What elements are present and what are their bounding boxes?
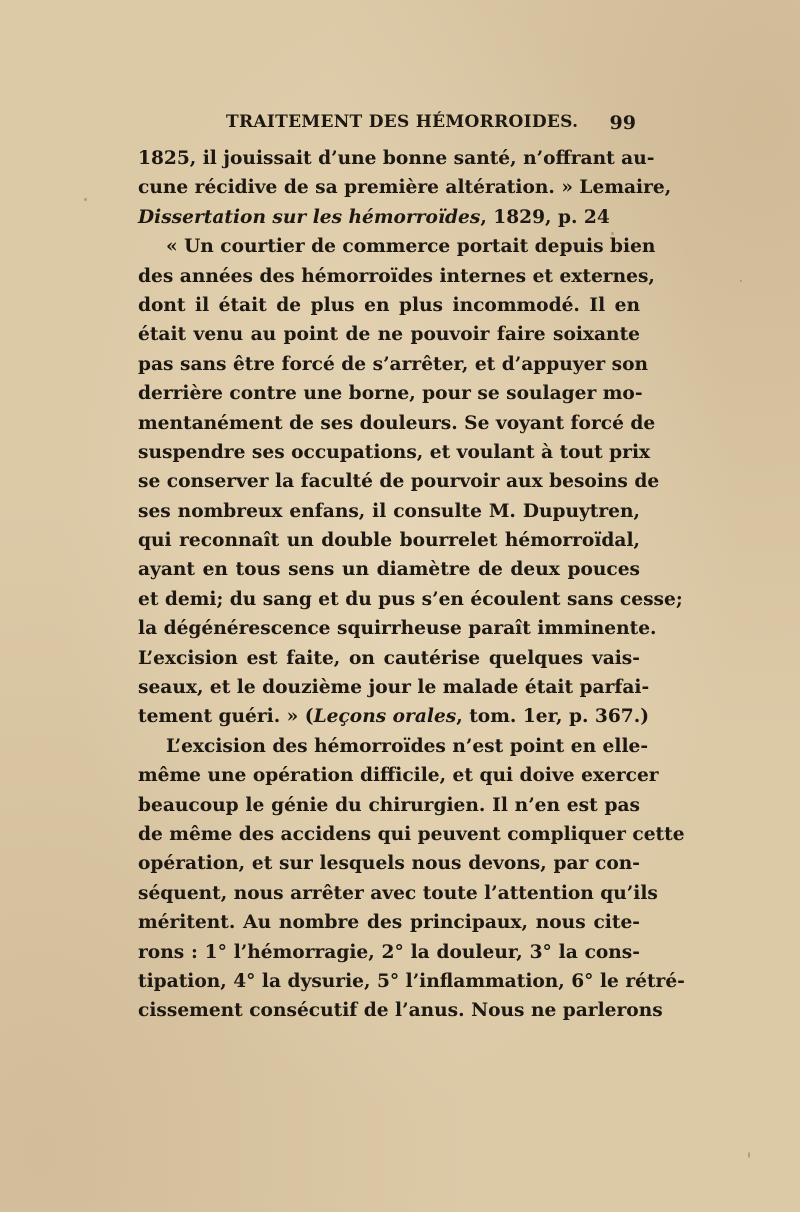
running-head xyxy=(138,112,636,142)
text-line xyxy=(138,908,640,937)
text-segment: dont il était de plus en plus incommodé. Il en xyxy=(138,294,640,316)
text-line xyxy=(138,467,660,496)
text-line xyxy=(138,291,640,320)
text-line xyxy=(138,350,649,379)
text-line xyxy=(138,438,651,467)
text-segment: suspendre ses occupations, et voulant à tout prix xyxy=(138,441,651,463)
text-line xyxy=(138,849,640,878)
text-line xyxy=(138,761,659,790)
italic-text: Leçons orales xyxy=(313,706,457,728)
text-line xyxy=(138,497,640,526)
text-segment: se conserver la faculté de pourvoir aux besoins de xyxy=(138,471,660,493)
text-line xyxy=(138,585,683,614)
text-line xyxy=(138,526,640,555)
text-segment: de même des accidens qui peuvent compliquer cette xyxy=(138,823,685,845)
text-line xyxy=(138,262,655,291)
text-segment: , tom. 1er, p. 367.) xyxy=(456,706,650,728)
text-line xyxy=(138,409,656,438)
text-segment: cune récidive de sa première altération. » Lemaire, xyxy=(138,177,672,199)
text-segment: méritent. Au nombre des principaux, nous cite- xyxy=(138,912,640,934)
text-line xyxy=(138,702,650,731)
text-segment: qui reconnaît un double bourrelet hémorroïdal, xyxy=(138,530,640,552)
text-line xyxy=(138,732,649,761)
text-segment: rons : 1° l’hémorragie, 2° la douleur, 3° la cons- xyxy=(138,941,640,963)
text-line xyxy=(138,644,640,673)
text-segment: derrière contre une borne, pour se soulager mo- xyxy=(138,383,643,405)
text-segment: était venu au point de ne pouvoir faire soixante xyxy=(138,324,640,346)
text-line xyxy=(138,820,685,849)
text-segment: seaux, et le douzième jour le malade était parfai- xyxy=(138,677,650,699)
text-line xyxy=(138,203,640,232)
text-line xyxy=(138,791,640,820)
text-segment: 1825, il jouissait d’une bonne santé, n’offrant au- xyxy=(138,148,655,169)
page-number: 99 xyxy=(609,112,636,134)
text-line xyxy=(138,379,643,408)
text-line xyxy=(138,938,640,967)
paper-speck xyxy=(84,198,87,201)
text-line xyxy=(138,967,685,996)
text-line xyxy=(138,673,650,702)
running-title: TRAITEMENT DES HÉMORROIDES. xyxy=(226,112,579,132)
body-text xyxy=(138,144,685,1026)
text-line xyxy=(138,996,663,1025)
text-segment: cissement consécutif de l’anus. Nous ne parlerons xyxy=(138,1000,663,1022)
text-segment: même une opération difficile, et qui doive exercer xyxy=(138,765,659,787)
text-line xyxy=(138,173,672,202)
text-segment: beaucoup le génie du chirurgien. Il n’en est pas xyxy=(138,794,640,816)
italic-text: Dissertation sur les hémorroïdes xyxy=(138,206,481,228)
text-line xyxy=(138,144,655,173)
text-line xyxy=(138,232,656,261)
text-segment: pas sans être forcé de s’arrêter, et d’appuyer son xyxy=(138,353,649,375)
text-segment: et demi; du sang et du pus s’en écoulent sans cesse; xyxy=(138,588,683,610)
text-segment: « Un courtier de commerce portait depuis bien xyxy=(166,236,656,258)
text-segment: séquent, nous arrêter avec toute l’attention qu’ils xyxy=(138,882,658,904)
text-line xyxy=(138,614,657,643)
text-segment: ayant en tous sens un diamètre de deux pouces xyxy=(138,559,640,581)
text-line xyxy=(138,555,640,584)
text-segment: L’excision des hémorroïdes n’est point en elle- xyxy=(166,735,649,757)
text-segment: L’excision est faite, on cautérise quelques vais- xyxy=(138,647,640,669)
text-segment: mentanément de ses douleurs. Se voyant forcé de xyxy=(138,412,656,434)
text-segment: la dégénérescence squirrheuse paraît imminente. xyxy=(138,618,657,640)
paper-speck xyxy=(740,280,742,282)
text-segment: , 1829, p. 24 xyxy=(480,206,610,228)
text-segment: tipation, 4° la dysurie, 5° l’inflammation, 6° le rétré- xyxy=(138,970,685,992)
text-line xyxy=(138,320,640,349)
text-line xyxy=(138,879,658,908)
paper-speck xyxy=(611,232,614,235)
paper-speck xyxy=(748,1152,750,1158)
text-segment: tement guéri. » ( xyxy=(138,706,314,728)
text-segment: opération, et sur lesquels nous devons, par con- xyxy=(138,853,640,875)
text-segment: des années des hémorroïdes internes et externes, xyxy=(138,265,655,287)
text-segment: ses nombreux enfans, il consulte M. Dupuytren, xyxy=(138,500,640,522)
